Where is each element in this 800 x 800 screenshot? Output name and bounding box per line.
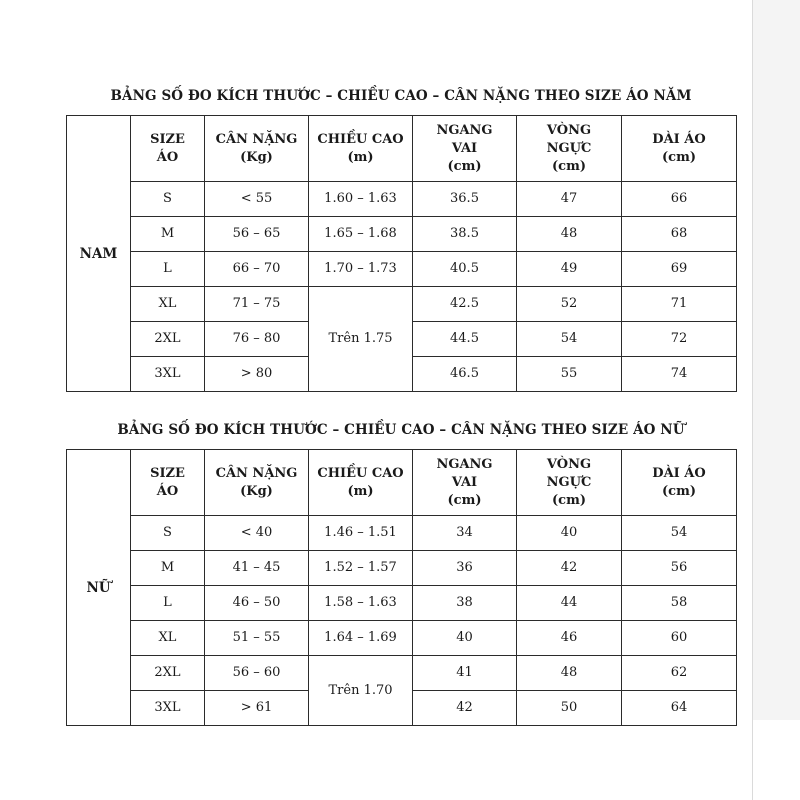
female-header-length: DÀI ÁO (cm) xyxy=(622,450,737,516)
size-cell: L xyxy=(131,586,205,621)
table-row xyxy=(67,656,737,691)
merged-height-cell: Trên 1.75 xyxy=(309,287,413,392)
table-row xyxy=(67,287,737,322)
shoulder-cell: 36 xyxy=(413,551,517,586)
length-cell: 62 xyxy=(622,656,737,691)
height-cell: 1.64 – 1.69 xyxy=(309,621,413,656)
chest-cell: 44 xyxy=(517,586,622,621)
height-cell: 1.46 – 1.51 xyxy=(309,516,413,551)
weight-cell: < 40 xyxy=(205,516,309,551)
size-cell: 3XL xyxy=(131,357,205,392)
chest-cell: 46 xyxy=(517,621,622,656)
female-header-chest: VÒNG NGỰC (cm) xyxy=(517,450,622,516)
chest-cell: 50 xyxy=(517,691,622,726)
shoulder-cell: 34 xyxy=(413,516,517,551)
size-cell: 3XL xyxy=(131,691,205,726)
female-header-row xyxy=(67,450,737,516)
female-header-weight: CÂN NẶNG (Kg) xyxy=(205,450,309,516)
weight-cell: > 61 xyxy=(205,691,309,726)
shoulder-cell: 38.5 xyxy=(413,217,517,252)
male-header-chest: VÒNG NGỰC (cm) xyxy=(517,116,622,182)
height-cell: 1.70 – 1.73 xyxy=(309,252,413,287)
table-row xyxy=(67,516,737,551)
table-row xyxy=(67,252,737,287)
male-header-weight: CÂN NẶNG (Kg) xyxy=(205,116,309,182)
female-group-label: NỮ xyxy=(67,450,131,726)
size-cell: 2XL xyxy=(131,656,205,691)
male-header-shoulder: NGANG VAI (cm) xyxy=(413,116,517,182)
table-row xyxy=(67,586,737,621)
male-header-height: CHIỀU CAO (m) xyxy=(309,116,413,182)
page-edge-lower xyxy=(753,720,800,800)
length-cell: 68 xyxy=(622,217,737,252)
page-edge-shadow xyxy=(752,0,800,800)
male-header-row xyxy=(67,116,737,182)
weight-cell: 66 – 70 xyxy=(205,252,309,287)
female-header-shoulder: NGANG VAI (cm) xyxy=(413,450,517,516)
table-row xyxy=(67,217,737,252)
weight-cell: 56 – 65 xyxy=(205,217,309,252)
length-cell: 54 xyxy=(622,516,737,551)
female-table-title: BẢNG SỐ ĐO KÍCH THƯỚC – CHIỀU CAO – CÂN NẶNG THEO SIZE ÁO NỮ xyxy=(117,422,685,438)
shoulder-cell: 42 xyxy=(413,691,517,726)
length-cell: 64 xyxy=(622,691,737,726)
male-group-label: NAM xyxy=(67,116,131,392)
chest-cell: 42 xyxy=(517,551,622,586)
male-table-title: BẢNG SỐ ĐO KÍCH THƯỚC – CHIỀU CAO – CÂN NẶNG THEO SIZE ÁO NĂM xyxy=(110,88,692,104)
weight-cell: 56 – 60 xyxy=(205,656,309,691)
weight-cell: > 80 xyxy=(205,357,309,392)
length-cell: 72 xyxy=(622,322,737,357)
merged-height-cell: Trên 1.70 xyxy=(309,656,413,726)
length-cell: 58 xyxy=(622,586,737,621)
size-cell: 2XL xyxy=(131,322,205,357)
length-cell: 66 xyxy=(622,182,737,217)
height-cell: 1.65 – 1.68 xyxy=(309,217,413,252)
weight-cell: 51 – 55 xyxy=(205,621,309,656)
shoulder-cell: 42.5 xyxy=(413,287,517,322)
chest-cell: 48 xyxy=(517,656,622,691)
female-header-size: SIZE ÁO xyxy=(131,450,205,516)
chest-cell: 54 xyxy=(517,322,622,357)
weight-cell: < 55 xyxy=(205,182,309,217)
shoulder-cell: 44.5 xyxy=(413,322,517,357)
length-cell: 56 xyxy=(622,551,737,586)
weight-cell: 46 – 50 xyxy=(205,586,309,621)
length-cell: 74 xyxy=(622,357,737,392)
size-cell: M xyxy=(131,217,205,252)
size-cell: S xyxy=(131,182,205,217)
weight-cell: 76 – 80 xyxy=(205,322,309,357)
male-header-length: DÀI ÁO (cm) xyxy=(622,116,737,182)
male-size-table xyxy=(66,115,737,392)
size-cell: M xyxy=(131,551,205,586)
size-cell: XL xyxy=(131,287,205,322)
table-row xyxy=(67,621,737,656)
shoulder-cell: 38 xyxy=(413,586,517,621)
shoulder-cell: 41 xyxy=(413,656,517,691)
size-cell: S xyxy=(131,516,205,551)
height-cell: 1.58 – 1.63 xyxy=(309,586,413,621)
length-cell: 69 xyxy=(622,252,737,287)
male-header-size: SIZE ÁO xyxy=(131,116,205,182)
length-cell: 71 xyxy=(622,287,737,322)
shoulder-cell: 40 xyxy=(413,621,517,656)
size-cell: L xyxy=(131,252,205,287)
size-cell: XL xyxy=(131,621,205,656)
female-size-table xyxy=(66,449,737,726)
chest-cell: 49 xyxy=(517,252,622,287)
shoulder-cell: 46.5 xyxy=(413,357,517,392)
weight-cell: 41 – 45 xyxy=(205,551,309,586)
table-row xyxy=(67,182,737,217)
chest-cell: 52 xyxy=(517,287,622,322)
shoulder-cell: 40.5 xyxy=(413,252,517,287)
chest-cell: 48 xyxy=(517,217,622,252)
height-cell: 1.52 – 1.57 xyxy=(309,551,413,586)
table-row xyxy=(67,551,737,586)
chest-cell: 55 xyxy=(517,357,622,392)
chest-cell: 47 xyxy=(517,182,622,217)
weight-cell: 71 – 75 xyxy=(205,287,309,322)
shoulder-cell: 36.5 xyxy=(413,182,517,217)
chest-cell: 40 xyxy=(517,516,622,551)
height-cell: 1.60 – 1.63 xyxy=(309,182,413,217)
length-cell: 60 xyxy=(622,621,737,656)
female-header-height: CHIỀU CAO (m) xyxy=(309,450,413,516)
